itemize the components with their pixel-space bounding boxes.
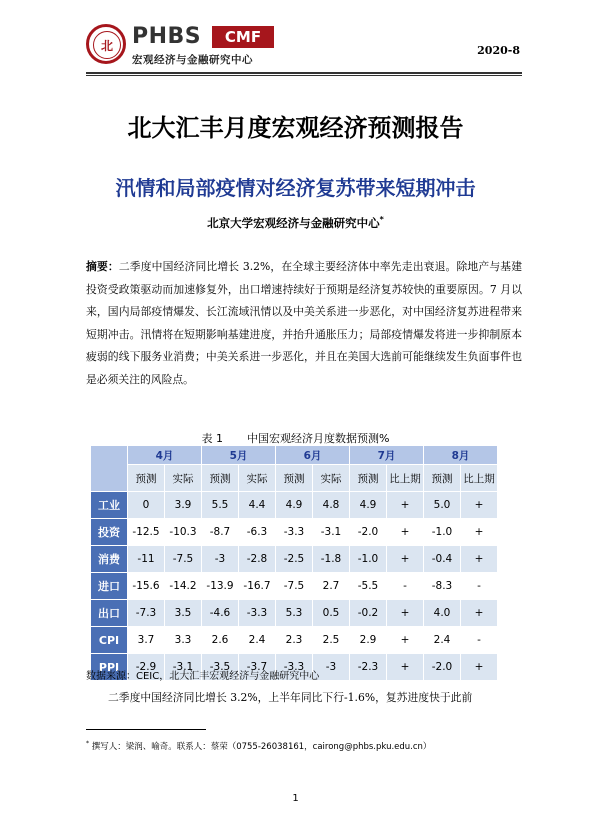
table-cell: 5.5 [202,492,239,519]
table-cell: + [387,519,424,546]
table-row [91,600,498,627]
table-cell: -8.7 [202,519,239,546]
table-cell: -2.0 [424,654,461,681]
table-cell: -3.1 [313,519,350,546]
report-subtitle: 汛情和局部疫情对经济复苏带来短期冲击 [115,176,476,200]
table-cell: -1.0 [350,546,387,573]
footnote-rule [86,729,206,730]
table-row [91,546,498,573]
table-cell: -8.3 [424,573,461,600]
abstract-label: 摘要： [86,260,119,273]
footnote-text: 撰写人：梁润、喻奇。联系人：蔡荣（0755-26038161，cairong@phbs.pku.edu.cn） [91,742,432,752]
table-caption-number: 表 1 [201,432,224,445]
table-cell: -2.8 [239,546,276,573]
table-cell: 2.7 [313,573,350,600]
brand-tag: CMF [212,26,274,48]
table-subheader: 预测 [202,465,239,492]
table-cell: 5.3 [276,600,313,627]
table-cell: + [387,627,424,654]
table-cell: - [461,627,498,654]
table-subheader: 预测 [276,465,313,492]
table-cell: -3.5 [202,654,239,681]
footnote-mark: * [86,740,89,748]
table-cell: 3.3 [165,627,202,654]
table-cell: -2.3 [350,654,387,681]
table-month-row [91,446,498,465]
table-cell: -2.5 [276,546,313,573]
body-paragraph: 二季度中国经济同比增长 3.2%，上半年同比下行-1.6%，复苏进度快于此前 [108,691,473,704]
forecast-table [90,445,498,681]
abstract-text: 二季度中国经济同比增长 3.2%，在全球主要经济体中率先走出衰退。除地产与基建投资受政策驱动而加速修复外，出口增速持续好于预期是经济复苏较快的重要原因。7 月以来，国内局部疫情爆发、长江流域汛情以及中美关系进一步恶化，对中国经济复苏进程带来短期冲击。汛情将在短期影响基建进度，并抬升通胀压力；局部疫情爆发将进一步抑制原本疲弱的线下服务业消费；中美关系进一步恶化，并且在美国大选前可能继续发生负面事件也是必须关注的风险点。 [86,260,523,386]
table-cell: -3.3 [276,654,313,681]
table-cell: + [387,492,424,519]
table-cell: -0.4 [424,546,461,573]
abstract [86,256,522,392]
table-month-header: 6月 [276,446,350,465]
table-cell: 4.9 [276,492,313,519]
table-cell: -13.9 [202,573,239,600]
table-month-header: 7月 [350,446,424,465]
table-subheader: 预测 [350,465,387,492]
table-cell: 0.5 [313,600,350,627]
table-cell: + [387,600,424,627]
logo-char: 北 [100,39,113,53]
table-cell: 4.9 [350,492,387,519]
footnote [86,740,431,752]
table-cell: 2.3 [276,627,313,654]
table-cell: 3.9 [165,492,202,519]
table-month-header: 8月 [424,446,498,465]
table-cell: 5.0 [424,492,461,519]
table-cell: -11 [128,546,165,573]
table-cell: -7.3 [128,600,165,627]
table-cell: -0.2 [350,600,387,627]
table-cell: 0 [128,492,165,519]
table-cell: + [461,654,498,681]
table-subheader: 实际 [165,465,202,492]
table-row-label: 消费 [91,546,128,573]
report-title: 北大汇丰月度宏观经济预测报告 [127,113,464,142]
table-cell: -16.7 [239,573,276,600]
table-cell: -7.5 [276,573,313,600]
report-date: 2020-8 [477,44,520,57]
header-rule-thin [86,75,522,76]
table-subheader: 预测 [424,465,461,492]
table-cell: -3 [202,546,239,573]
table-cell: -2.0 [350,519,387,546]
table-cell: -4.6 [202,600,239,627]
table-cell: -3.3 [239,600,276,627]
table-row-label: 工业 [91,492,128,519]
table-subheader: 实际 [313,465,350,492]
brand-name: PHBS [132,24,202,49]
table-cell: 3.7 [128,627,165,654]
pku-logo [86,24,126,64]
table-subheader: 比上期 [387,465,424,492]
table-cell: 2.6 [202,627,239,654]
table-cell: 4.8 [313,492,350,519]
table-cell: -3.1 [165,654,202,681]
table-corner-cell [91,446,128,492]
table-row [91,519,498,546]
table-row [91,627,498,654]
table-cell: 2.9 [350,627,387,654]
page-number: 1 [292,793,299,804]
table-row-label: 进口 [91,573,128,600]
table-cell: -10.3 [165,519,202,546]
table-cell: -12.5 [128,519,165,546]
table-row [91,573,498,600]
table-cell: 2.5 [313,627,350,654]
table-caption-text: 中国宏观经济月度数据预测% [247,432,390,445]
brand-subtitle: 宏观经济与金融研究中心 [132,54,253,66]
table-cell: -1.8 [313,546,350,573]
table-cell: + [461,492,498,519]
table-cell: -2.9 [128,654,165,681]
table-cell: -3 [313,654,350,681]
table-cell: + [461,519,498,546]
table-month-header: 5月 [202,446,276,465]
table-cell: 3.5 [165,600,202,627]
header-rule [86,72,522,74]
table-row-label: 投资 [91,519,128,546]
table-cell: + [387,654,424,681]
table-cell: -15.6 [128,573,165,600]
table-cell: -7.5 [165,546,202,573]
table-row-label: 出口 [91,600,128,627]
table-cell: 4.0 [424,600,461,627]
author-name: 北京大学宏观经济与金融研究中心 [207,216,380,230]
table-cell: -1.0 [424,519,461,546]
table-cell: 4.4 [239,492,276,519]
table-cell: -14.2 [165,573,202,600]
table-row [91,492,498,519]
table-cell: + [461,600,498,627]
table-subheader-row [91,465,498,492]
table-cell: -3.3 [276,519,313,546]
table-cell: + [387,546,424,573]
table-cell: + [461,546,498,573]
table-cell: 2.4 [424,627,461,654]
author-line [0,215,591,231]
table-cell: - [387,573,424,600]
table-caption [0,430,591,446]
author-footnote-mark: * [379,215,384,225]
table-cell: -6.3 [239,519,276,546]
table-source: 数据来源：CEIC，北大汇丰宏观经济与金融研究中心 [86,671,320,682]
table-month-header: 4月 [128,446,202,465]
table-cell: 2.4 [239,627,276,654]
table-cell: -3.7 [239,654,276,681]
table-subheader: 比上期 [461,465,498,492]
table-subheader: 预测 [128,465,165,492]
table-row-label: PPI [91,654,128,681]
table-cell: - [461,573,498,600]
table-row-label: CPI [91,627,128,654]
table-subheader: 实际 [239,465,276,492]
table-cell: -5.5 [350,573,387,600]
